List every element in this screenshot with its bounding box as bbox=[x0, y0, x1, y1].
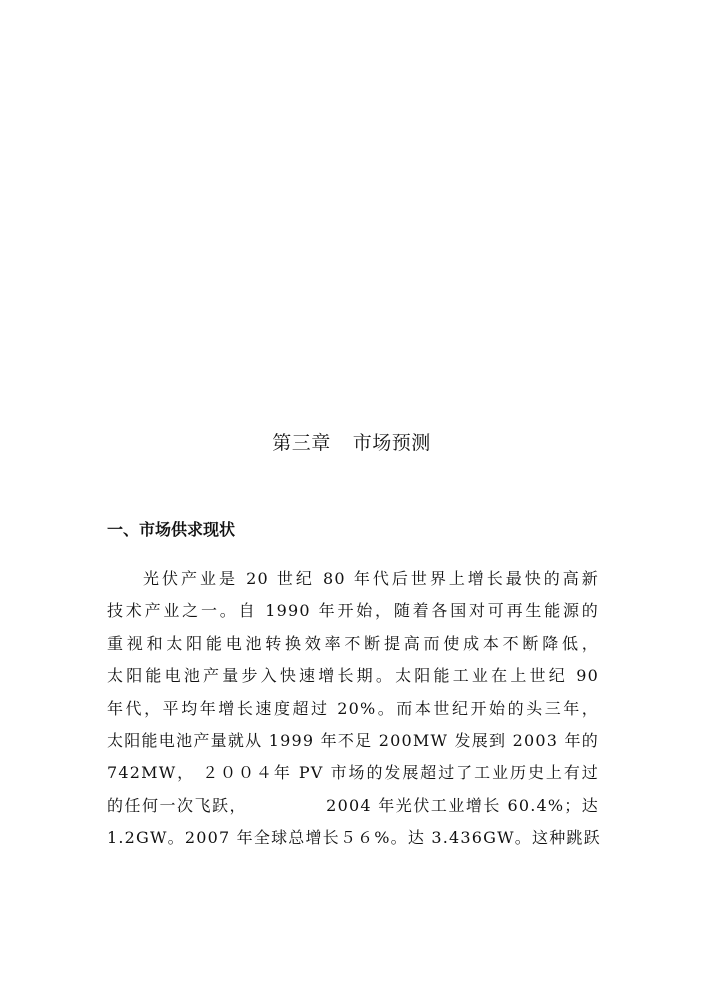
paragraph-line: 太阳能电池产量就从 1999 年不足 200MW 发展到 2003 年的 bbox=[107, 730, 599, 750]
paragraph-line: 1.2GW。2007 年全球总增长５６%。达 3.436GW。这种跳跃 bbox=[107, 828, 601, 848]
section-heading: 一、市场供求现状 bbox=[107, 520, 236, 539]
chapter-name: 市场预测 bbox=[352, 432, 431, 454]
chapter-number: 第三章 bbox=[272, 432, 331, 454]
paragraph-line: 光伏产业是 20 世纪 80 年代后世界上增长最快的高新 bbox=[143, 569, 599, 588]
chapter-title bbox=[0, 428, 703, 455]
paragraph-line: 技术产业之一。自 1990 年开始，随着各国对可再生能源的 bbox=[107, 601, 599, 621]
paragraph-line: 的任何一次飞跃， 2004 年光伏工业增长 60.4%；达 bbox=[107, 795, 599, 815]
paragraph-line: 年代，平均年增长速度超过 20%。而本世纪开始的头三年， bbox=[107, 698, 599, 718]
paragraph-line: 重视和太阳能电池转换效率不断提高而使成本不断降低， bbox=[107, 633, 599, 653]
paragraph-line: 太阳能电池产量步入快速增长期。太阳能工业在上世纪 90 bbox=[107, 666, 599, 686]
body-paragraph bbox=[107, 567, 599, 859]
paragraph-line: 742MW， ２００４年 PV 市场的发展超过了工业历史上有过 bbox=[107, 763, 599, 783]
